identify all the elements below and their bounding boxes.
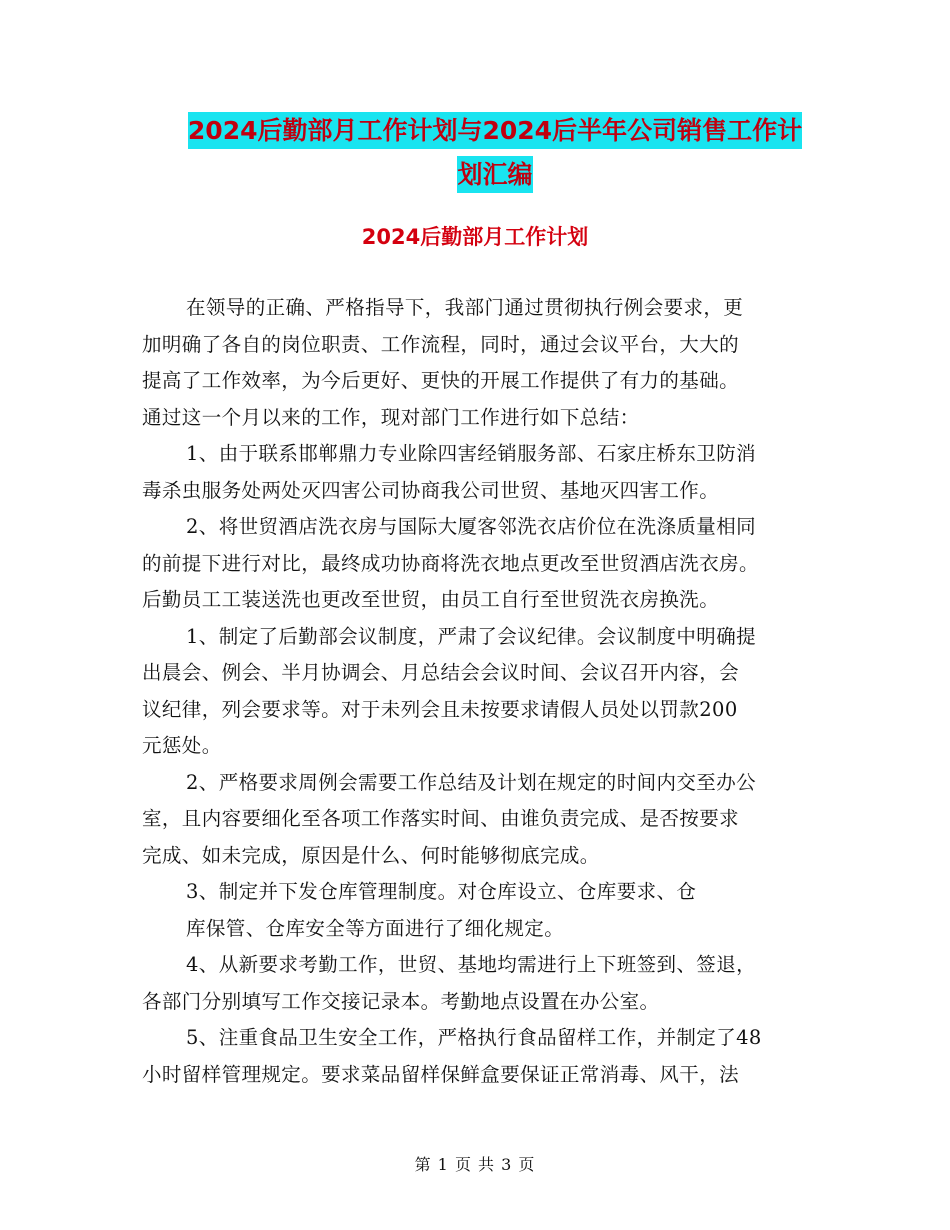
body-line: 的前提下进行对比，最终成功协商将洗衣地点更改至世贸酒店洗衣房。 [142, 551, 759, 575]
body-line: 5、注重食品卫生安全工作，严格执行食品留样工作，并制定了48 [186, 1026, 762, 1049]
body-line: 4、从新要求考勤工作，世贸、基地均需进行上下班签到、签退， [186, 953, 757, 976]
body-line: 1、由于联系邯郸鼎力专业除四害经销服务部、石家庄桥东卫防消 [186, 442, 757, 465]
body-line: 元惩处。 [142, 734, 222, 757]
body-line: 2、将世贸酒店洗衣房与国际大厦客邻洗衣店价位在洗涤质量相同 [186, 515, 757, 538]
body-line: 室，且内容要细化至各项工作落实时间、由谁负责完成、是否按要求 [142, 807, 740, 830]
page-footer: 第 1 页 共 3 页 [414, 1155, 536, 1174]
body-line: 3、制定并下发仓库管理制度。对仓库设立、仓库要求、仓 [186, 880, 697, 903]
body-line: 提高了工作效率，为今后更好、更快的开展工作提供了有力的基础。 [142, 369, 740, 392]
body-line: 1、制定了后勤部会议制度，严肃了会议纪律。会议制度中明确提 [186, 624, 757, 648]
document-title-line-2 [150, 152, 840, 198]
document-title-line-1 [150, 108, 840, 154]
body-line: 完成、如未完成，原因是什么、何时能够彻底完成。 [142, 843, 600, 867]
body-line: 毒杀虫服务处两处灭四害公司协商我公司世贸、基地灭四害工作。 [142, 478, 720, 502]
body-line: 在领导的正确、严格指导下，我部门通过贯彻执行例会要求，更 [186, 296, 744, 319]
body-line: 小时留样管理规定。要求菜品留样保鲜盒要保证正常消毒、风干，法 [142, 1062, 740, 1086]
document-title-text-2: 划汇编 [457, 156, 532, 193]
section-title: 2024后勤部月工作计划 [361, 225, 589, 249]
body-line: 议纪律，列会要求等。对于未列会且未按要求请假人员处以罚款200 [142, 697, 738, 721]
document-body [142, 290, 810, 1093]
body-line: 2、严格要求周例会需要工作总结及计划在规定的时间内交至办公 [186, 770, 757, 794]
body-line: 出晨会、例会、半月协调会、月总结会会议时间、会议召开内容，会 [142, 661, 740, 684]
body-line: 加明确了各自的岗位职责、工作流程，同时，通过会议平台，大大的 [142, 332, 740, 356]
document-title-text-1: 2024后勤部月工作计划与2024后半年公司销售工作计 [188, 112, 802, 149]
body-line: 各部门分别填写工作交接记录本。考勤地点设置在办公室。 [142, 989, 660, 1013]
body-line: 后勤员工工装送洗也更改至世贸，由员工自行至世贸洗衣房换洗。 [142, 588, 720, 611]
body-line: 库保管、仓库安全等方面进行了细化规定。 [186, 916, 565, 940]
body-line: 通过这一个月以来的工作，现对部门工作进行如下总结： [142, 405, 640, 429]
